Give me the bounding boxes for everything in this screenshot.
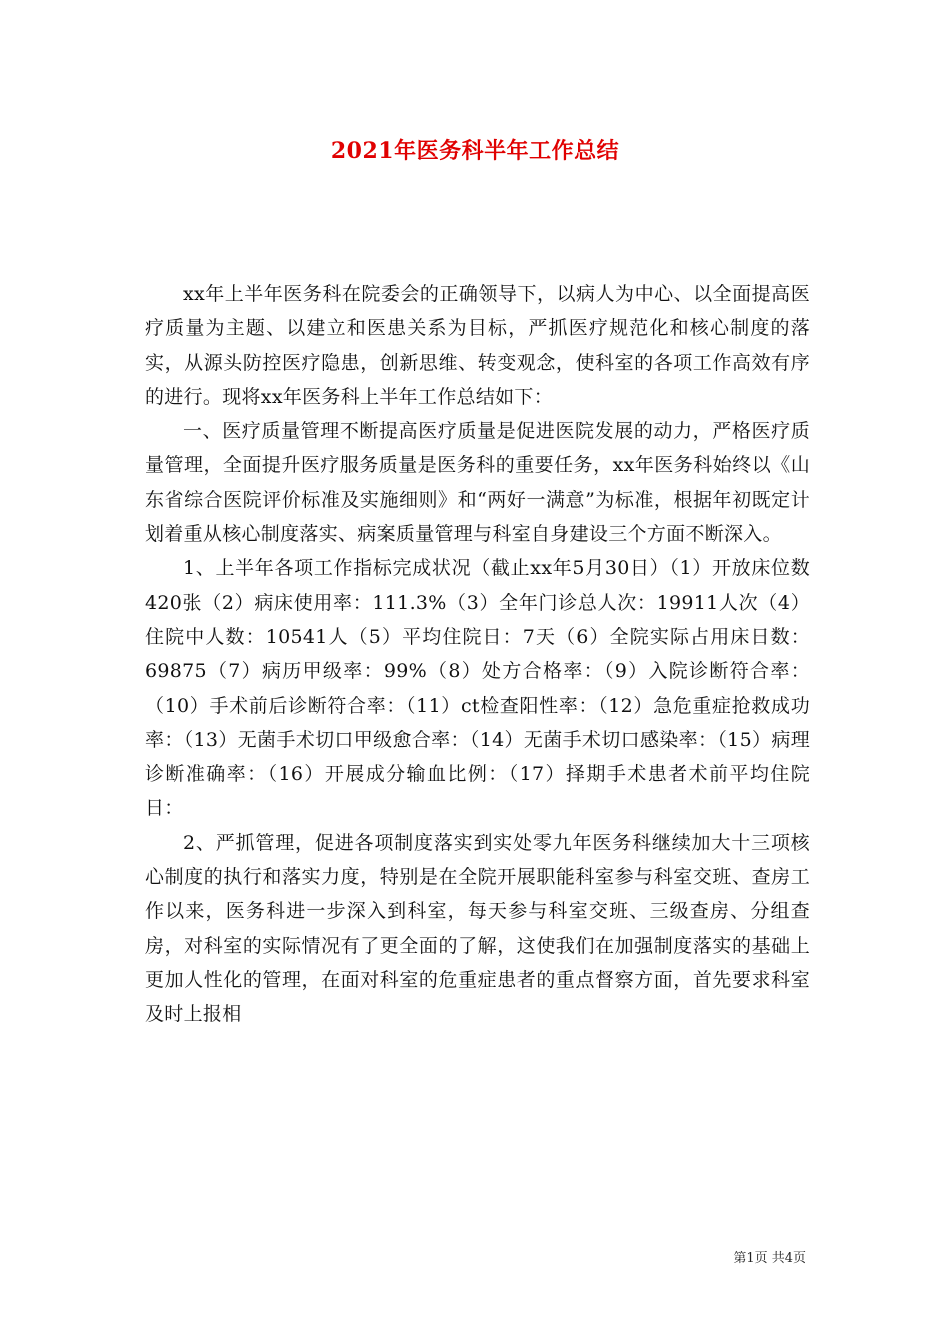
document-body (145, 277, 810, 1032)
page-number: 第1页 共4页 (733, 1251, 806, 1266)
paragraph-indicators: 1、上半年各项工作指标完成状况（截止xx年5月30日）（1）开放床位数420张（2）病床使用率：111.3%（3）全年门诊总人次：19911人次（4）住院中人数：10541人（5）平均住院日：7天（6）全院实际占用床日数：69875（7）病历甲级率：99%（8）处方合格率：（9）入院诊断符合率：（10）手术前后诊断符合率：（11）ct检查阳性率：（12）急危重症抢救成功率：（13）无菌手术切口甲级愈合率：（14）无菌手术切口感染率：（15）病理诊断准确率：（16）开展成分输血比例：（17）择期手术患者术前平均住院日： (145, 557, 810, 820)
paragraph-strict-management: 2、严抓管理，促进各项制度落实到实处零九年医务科继续加大十三项核心制度的执行和落实力度，特别是在全院开展职能科室参与科室交班、查房工作以来，医务科进一步深入到科室，每天参与科室交班、三级查房、分组查房，对科室的实际情况有了更全面的了解，这使我们在加强制度落实的基础上更加人性化的管理，在面对科室的危重症患者的重点督察方面，首先要求科室及时上报相 (145, 831, 810, 1026)
paragraph-intro: xx年上半年医务科在院委会的正确领导下，以病人为中心、以全面提高医疗质量为主题、以建立和医患关系为目标，严抓医疗规范化和核心制度的落实，从源头防控医疗隐患，创新思维、转变观念，使科室的各项工作高效有序的进行。现将xx年医务科上半年工作总结如下： (145, 283, 810, 408)
document-title: 2021年医务科半年工作总结 (330, 138, 620, 164)
paragraph-quality-management: 一、医疗质量管理不断提高医疗质量是促进医院发展的动力，严格医疗质量管理，全面提升医疗服务质量是医务科的重要任务，xx年医务科始终以《山东省综合医院评价标准及实施细则》和“两好一满意”为标准，根据年初既定计划着重从核心制度落实、病案质量管理与科室自身建设三个方面不断深入。 (145, 420, 810, 546)
